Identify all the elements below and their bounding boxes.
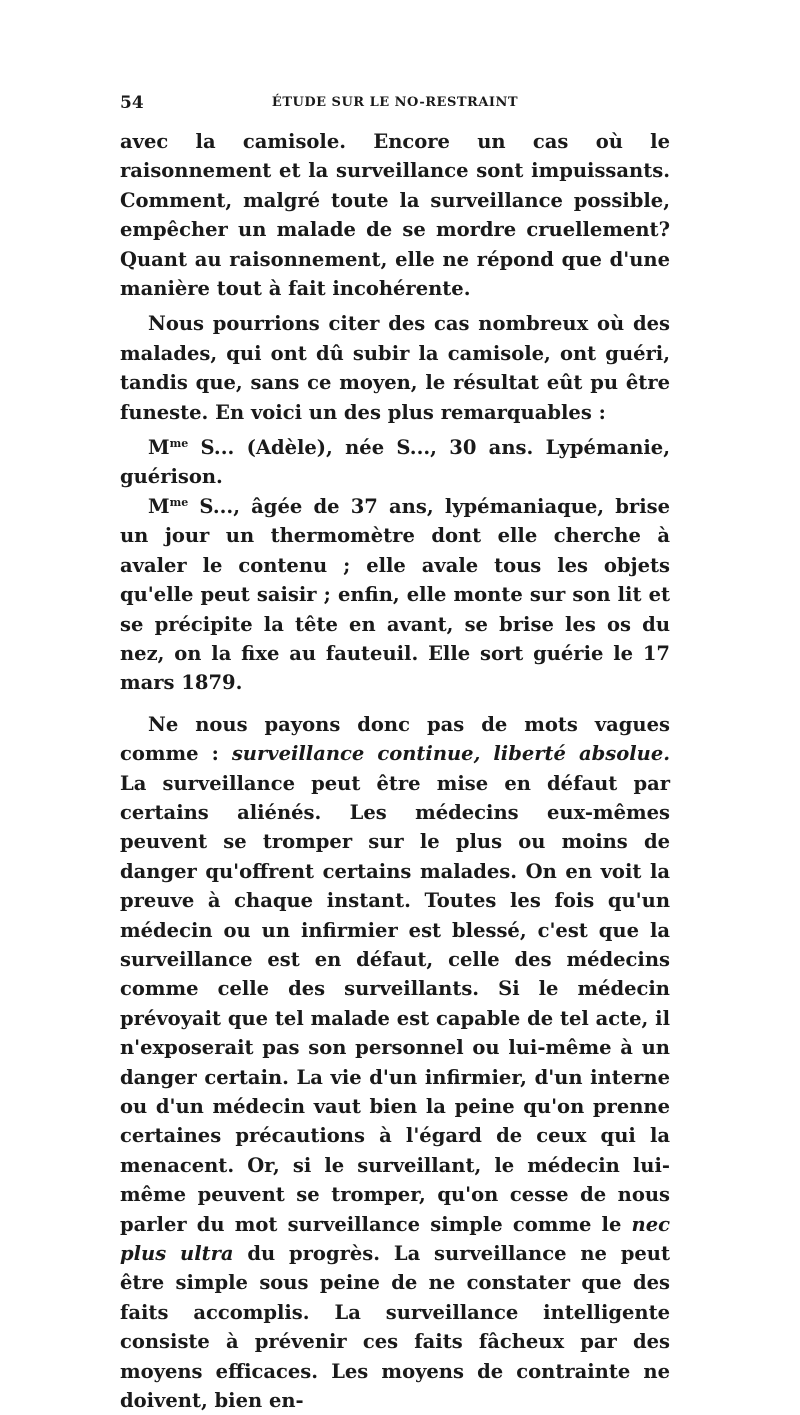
paragraph-5-c: du progrès. La surveillance ne peut être simple sous peine de ne constater que des faits accomplis. La surveillance intelligente consiste à prévenir ces faits fâcheux par des moyens efficaces. Les moyens de contrainte ne doivent, bien en- <box>120 1242 670 1413</box>
paragraph-5-italic-2: nec plus ultra <box>120 1212 670 1266</box>
case-description-m: M <box>148 494 170 518</box>
page-number: 54 <box>120 93 144 113</box>
paragraph-1: avec la camisole. Encore un cas où le raisonnement et la surveillance sont impuissants. Comment, malgré toute la surveillance possible, empêcher un malade de se mordre cruellement? Quant au raisonnement, elle ne répond que d'une manière tout à fait incohérente. <box>120 130 670 301</box>
paragraph-2: Nous pourrions citer des cas nombreux où des malades, qui ont dû subir la camisole, ont guéri, tandis que, sans ce moyen, le résultat eût pu être funeste. En voici un des plus remarquables : <box>120 312 670 424</box>
case-title-rest: S... (Adèle), née S..., 30 ans. Lypémanie, guérison. <box>120 436 670 489</box>
case-description-rest: S..., âgée de 37 ans, lypémaniaque, brise un jour un thermomètre dont elle cherche à avaler le contenu ; elle avale tous les objets qu'elle peut saisir ; enfin, elle monte sur son lit et se précipite la tête en avant, se brise les os du nez, on la fixe au fauteuil. Elle sort guérie le 17 mars 1879. <box>120 494 670 695</box>
case-title <box>120 433 670 492</box>
case-title-m: M <box>148 436 170 460</box>
case-description <box>120 492 670 698</box>
body-text <box>120 127 670 1415</box>
case-title-sup: me <box>169 437 189 451</box>
paragraph-5-b: La surveillance peut être mise en défaut par certains aliénés. Les médecins eux-mêmes peuvent se tromper sur le plus ou moins de danger qu'offrent certains malades. On en voit la preuve à chaque instant. Toutes les fois qu'un médecin ou un infirmier est blessé, c'est que la surveillance est en défaut, celle des médecins comme celle des surveillants. Si le médecin prévoyait que tel malade est capable de tel acte, il n'exposerait pas son personnel ou lui-même à un danger certain. La vie d'un infirmier, d'un interne ou d'un médecin vaut bien la peine qu'on prenne certaines précautions à l'égard de ceux qui la menacent. Or, si le surveillant, le médecin lui-même peuvent se tromper, qu'on cesse de nous parler du mot surveillance simple comme le <box>120 771 670 1236</box>
running-header <box>120 93 670 117</box>
paragraph-5-a: Ne nous payons donc pas de mots vagues comme : <box>120 712 670 766</box>
paragraph-5-italic-1: surveillance continue, liberté absolue. <box>231 742 671 766</box>
running-title: ÉTUDE SUR LE NO-RESTRAINT <box>271 95 519 110</box>
case-description-sup: me <box>169 495 189 509</box>
paragraph-5 <box>120 710 670 1415</box>
